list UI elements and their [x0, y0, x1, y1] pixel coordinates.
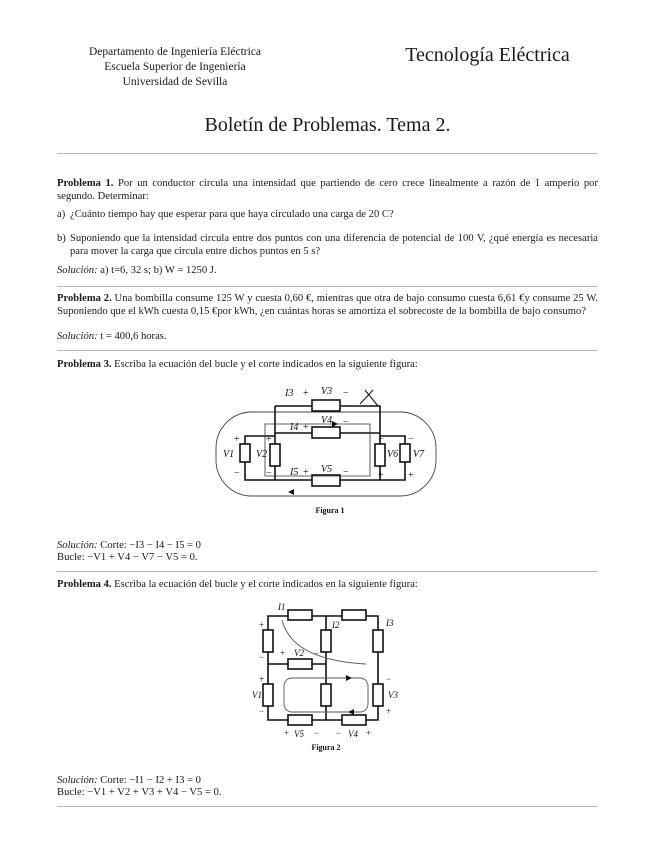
- sign-minus: −: [314, 728, 320, 738]
- label-v2: V2: [256, 449, 268, 460]
- resistor-v3: [373, 684, 383, 706]
- problem-1-solution: [57, 265, 598, 278]
- resistor-v5: [312, 475, 340, 486]
- figure-2-caption: Figura 2: [311, 743, 341, 752]
- resistor-left-top: [263, 630, 273, 652]
- problem-2-solution: [57, 331, 598, 344]
- resistor-center-top: [321, 630, 331, 652]
- solution-corte: Corte: −I3 − I4 − I5 = 0: [97, 540, 201, 551]
- sign-plus: +: [259, 674, 265, 684]
- problem-3-text: Escriba la ecuación del bucle y el corte indicados en la siguiente figura:: [111, 359, 418, 370]
- divider: [57, 286, 598, 287]
- sign-minus: −: [408, 434, 414, 445]
- sign-minus: −: [259, 652, 265, 662]
- divider: [57, 806, 598, 807]
- institution-block: [60, 45, 290, 90]
- divider: [57, 350, 598, 351]
- label-i1: I1: [278, 602, 286, 612]
- resistor-v7: [400, 444, 410, 462]
- sign-minus: −: [314, 648, 320, 658]
- problem-4-solution-bucle: [57, 787, 598, 800]
- solution-text: a) t=6, 32 s; b) W = 1250 J.: [97, 265, 217, 276]
- cross-mark: [360, 390, 378, 406]
- label-i3: I3: [285, 388, 294, 399]
- divider: [57, 571, 598, 572]
- solution-label: Solución:: [57, 540, 98, 551]
- sign-plus: +: [408, 470, 414, 481]
- label-v1: V1: [252, 690, 262, 700]
- problem-4-label: Problema 4.: [57, 579, 112, 590]
- problem-4-text: Escriba la ecuación del bucle y el corte indicados en la siguiente figura:: [111, 579, 418, 590]
- item-b-label: b): [57, 233, 66, 244]
- problem-2-label: Problema 2.: [57, 293, 112, 304]
- sign-plus: +: [386, 706, 392, 716]
- sign-minus: −: [259, 706, 265, 716]
- problem-2-text: Una bombilla consume 125 W y cuesta 0,60 €, mientras que otra de bajo consumo cuesta 6,61 €y consume 25 W. Suponiendo que el kWh cuesta 0,15 €por kWh, ¿en cuántas horas se amortiza el sobrecoste de la bombilla de bajo consumo?: [57, 293, 598, 317]
- arrow-icon: [346, 675, 352, 681]
- label-v3: V3: [388, 690, 398, 700]
- sign-minus: −: [343, 417, 349, 428]
- university-name: Universidad de Sevilla: [122, 76, 228, 88]
- sign-minus: −: [234, 468, 240, 479]
- solution-bucle: Bucle: −V1 + V4 − V7 − V5 = 0.: [57, 552, 198, 563]
- label-v4: V4: [348, 729, 358, 739]
- course-title: Tecnología Eléctrica: [405, 44, 570, 66]
- item-a-label: a): [57, 209, 66, 220]
- page-title: Boletín de Problemas. Tema 2.: [204, 114, 451, 136]
- solution-label: Solución:: [57, 331, 98, 342]
- resistor-center-bottom: [321, 684, 331, 706]
- label-i3: I3: [386, 618, 394, 628]
- problem-1-item-b: [57, 233, 598, 258]
- sign-plus: +: [303, 467, 309, 478]
- sign-minus: −: [266, 468, 272, 479]
- resistor-v2: [270, 444, 280, 466]
- resistor-top-right: [342, 610, 366, 620]
- problem-3-label: Problema 3.: [57, 359, 112, 370]
- problem-1-item-a: [57, 209, 598, 222]
- figure-1-circuit: [210, 380, 450, 520]
- solution-text: t = 400,6 horas.: [97, 331, 167, 342]
- sign-plus: +: [378, 470, 384, 481]
- label-v4: V4: [321, 415, 333, 426]
- resistor-right-top: [373, 630, 383, 652]
- sign-plus: +: [259, 620, 265, 630]
- department-name: Departamento de Ingeniería Eléctrica: [88, 46, 262, 58]
- figure-2-circuit: [248, 598, 408, 756]
- solution-label: Solución:: [57, 775, 98, 786]
- arrow-icon: [288, 489, 294, 495]
- sign-minus: −: [343, 388, 349, 399]
- resistor-v1: [240, 444, 250, 462]
- resistor-v4: [312, 427, 340, 438]
- solution-corte: Corte: −I1 − I2 + I3 = 0: [97, 775, 201, 786]
- problem-1-statement: [57, 178, 598, 203]
- resistor-top-left: [288, 610, 312, 620]
- label-i2: I2: [332, 620, 340, 630]
- sign-plus: +: [284, 728, 290, 738]
- resistor-v3: [312, 400, 340, 411]
- arrow-icon: [348, 709, 354, 715]
- problem-4-statement: [57, 579, 598, 592]
- problem-1-label: Problema 1.: [57, 178, 114, 189]
- resistor-v6: [375, 444, 385, 466]
- sign-minus: −: [343, 467, 349, 478]
- sign-minus: −: [386, 674, 392, 684]
- resistor-v4: [342, 715, 366, 725]
- problem-2-statement: [57, 293, 598, 318]
- label-i5: I5: [290, 467, 299, 478]
- resistor-v1: [263, 684, 273, 706]
- arrow-icon: [332, 421, 338, 427]
- divider: [57, 153, 598, 154]
- sign-minus: −: [336, 728, 342, 738]
- problem-3-solution-corte: [57, 540, 598, 553]
- solution-label: Solución:: [57, 265, 98, 276]
- item-a-text: ¿Cuánto tiempo hay que esperar para que haya circulado una carga de 20 C?: [70, 209, 394, 220]
- label-v5: V5: [294, 729, 304, 739]
- sign-minus: −: [378, 434, 384, 445]
- resistor-v5: [288, 715, 312, 725]
- sign-plus: +: [266, 434, 272, 445]
- label-v2: V2: [294, 648, 304, 658]
- sign-plus: +: [234, 434, 240, 445]
- school-name: Escuela Superior de Ingeniería: [104, 61, 246, 73]
- resistor-v2: [288, 659, 312, 669]
- label-v5: V5: [321, 464, 333, 475]
- solution-bucle: Bucle: −V1 + V2 + V3 + V4 − V5 = 0.: [57, 787, 222, 798]
- sign-plus: +: [303, 388, 309, 399]
- problem-4-solution-corte: [57, 775, 598, 788]
- sign-plus: +: [303, 422, 309, 433]
- wire-v7-top: [380, 436, 405, 444]
- figure-1-caption: Figura 1: [315, 506, 345, 515]
- label-v1: V1: [223, 449, 235, 460]
- problem-3-solution-bucle: [57, 552, 598, 565]
- item-b-text: Suponiendo que la intensidad circula entre dos puntos con una diferencia de potencial de 100 V, ¿qué energía es necesaria para mover la carga que circula entre dichos puntos en 5 s?: [70, 233, 598, 257]
- problem-1-text: Por un conductor circula una intensidad que partiendo de cero crece linealmente a razón de 1 amperio por segundo. Determinar:: [57, 178, 598, 202]
- label-v7: V7: [413, 449, 425, 460]
- label-v3: V3: [321, 386, 333, 397]
- problem-3-statement: [57, 359, 598, 372]
- label-v6: V6: [387, 449, 399, 460]
- label-i4: I4: [290, 422, 299, 433]
- sign-plus: +: [366, 728, 372, 738]
- sign-plus: +: [280, 648, 286, 658]
